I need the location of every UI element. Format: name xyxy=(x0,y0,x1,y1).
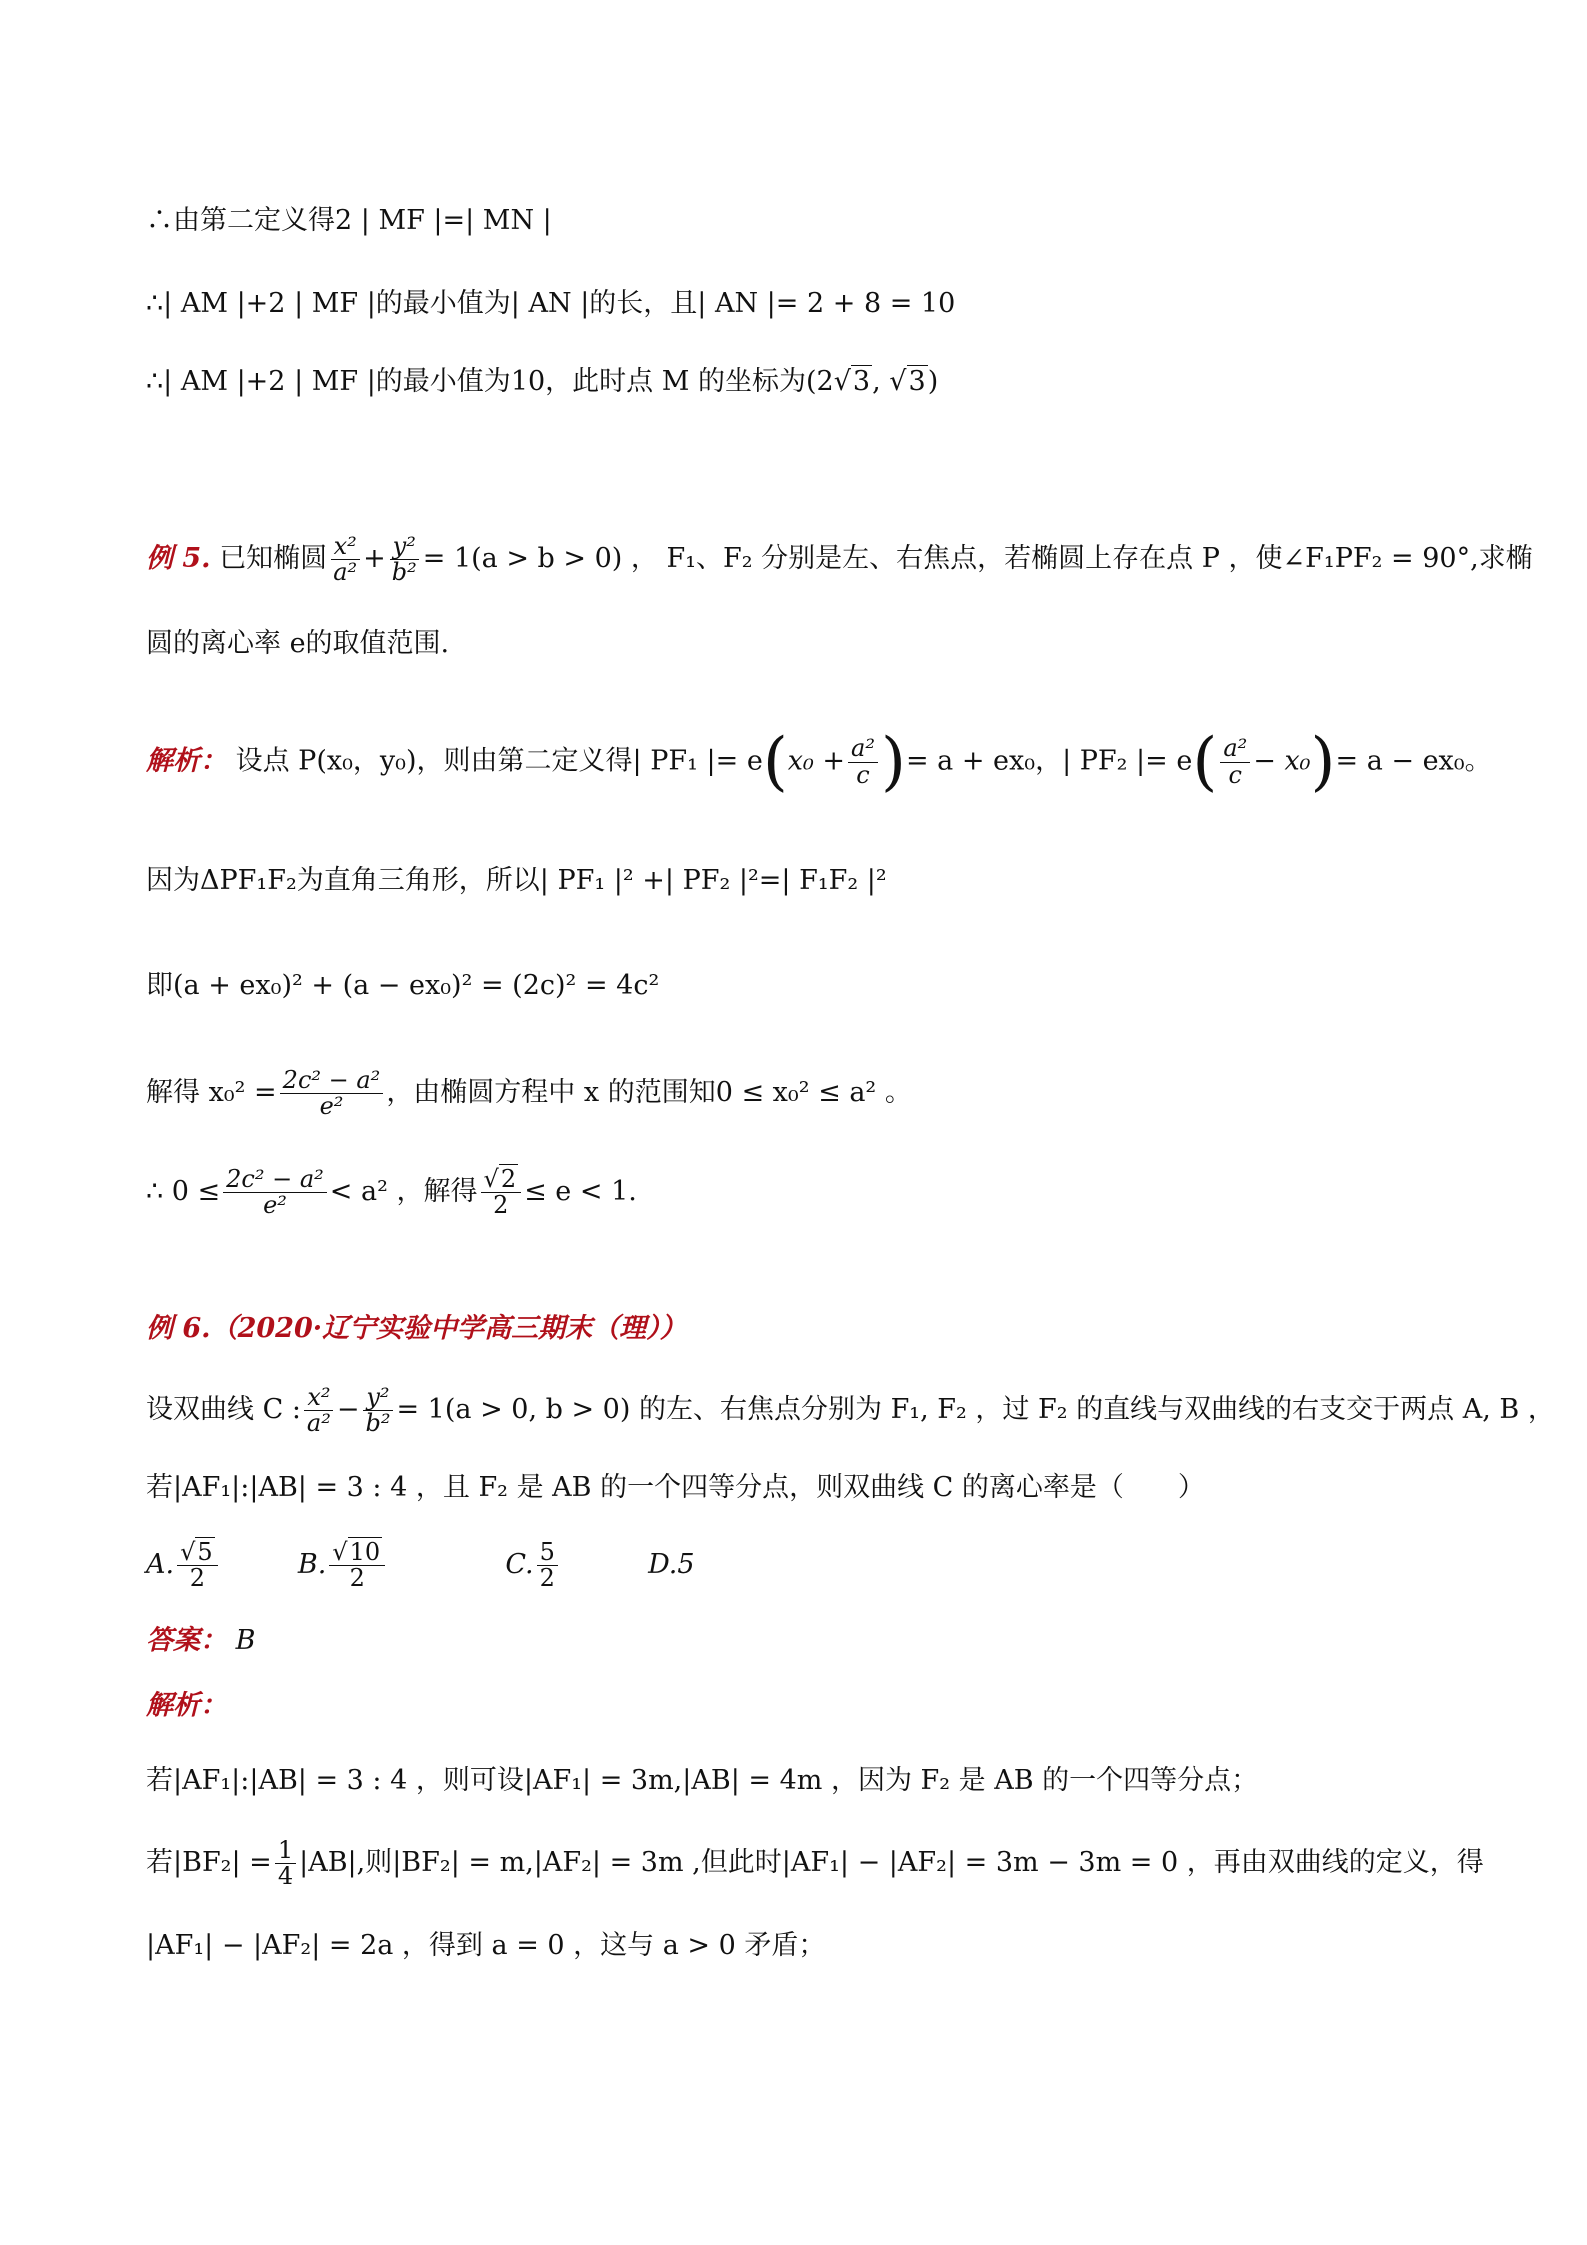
fraction: $\frac{\text{2c² − a²}}{\text{e²}}$ xyxy=(280,1068,384,1119)
example-label: 例 6.（2020·辽宁实验中学高三期末（理）） xyxy=(146,1313,687,1344)
text-line xyxy=(146,1167,637,1218)
text-line: 因为ΔPF₁F₂为直角三角形，所以| PF₁ |² +| PF₂ |²=| F₁F₂ |² xyxy=(146,865,887,896)
solution-label: 解析： xyxy=(146,1690,227,1721)
option-d: D.5 xyxy=(648,1549,695,1581)
text-span: < a² ，解得 xyxy=(329,1176,478,1208)
text-span: − xyxy=(336,1394,360,1426)
fraction: $\frac{5}{2}$ xyxy=(537,1540,558,1591)
text-span: = 1(a > b > 0) ， F₁、F₂ 分别是左、右焦点，若椭圆上存在点 P ，使∠F₁PF₂ = 90°,求椭 xyxy=(422,543,1533,575)
fraction: $\frac{\text{x²}}{\text{a²}}$ xyxy=(330,534,360,585)
options-line xyxy=(146,1540,695,1591)
text-line: ∴由第二定义得2 | MF |=| MN | xyxy=(146,205,552,236)
fraction: $\frac{\text{a²}}{c}$ xyxy=(848,736,878,787)
fraction: $\frac{\text{a²}}{c}$ xyxy=(1220,736,1250,787)
text-span: , xyxy=(872,366,890,397)
text-line xyxy=(146,1385,1555,1436)
text-span: = 1(a > 0, b > 0) 的左、右焦点分别为 F₁, F₂ ，过 F₂ 的直线与双曲线的右支交于两点 A, B ， xyxy=(396,1394,1555,1426)
text-span: − x₀ xyxy=(1253,745,1311,777)
paren: ( xyxy=(762,725,788,799)
text-span: 设双曲线 C : xyxy=(146,1394,301,1426)
sqrt: √3 xyxy=(889,366,926,397)
sqrt: √3 xyxy=(833,366,871,397)
text-span: 若|BF₂| = xyxy=(146,1847,272,1879)
option-a: A. xyxy=(146,1549,175,1581)
text-span: ，此时点 M 的坐标为(2 xyxy=(545,366,834,397)
solution-line xyxy=(146,725,1492,799)
example-5-line xyxy=(146,534,1533,585)
answer-value: B xyxy=(235,1625,256,1656)
text-line: 即(a + ex₀)² + (a − ex₀)² = (2c)² = 4c² xyxy=(146,970,660,1001)
fraction: $\frac{\text{y²}}{\text{b²}}$ xyxy=(389,534,420,585)
text-span: ≤ e < 1. xyxy=(524,1176,637,1208)
text-span: 设点 P(x₀，y₀)，则由第二定义得| PF₁ |= e xyxy=(235,745,763,777)
fraction: $\frac{\text{y²}}{\text{b²}}$ xyxy=(362,1385,393,1436)
fraction: $\frac{\text{2c² − a²}}{\text{e²}}$ xyxy=(223,1167,327,1218)
paren: ) xyxy=(1310,725,1336,799)
text-span: x₀ + xyxy=(787,745,846,777)
text-line: 若|AF₁|:|AB| = 3 : 4 ，则可设|AF₁| = 3m,|AB| = 4m ，因为 F₂ 是 AB 的一个四等分点； xyxy=(146,1765,1259,1796)
paren: ) xyxy=(880,725,906,799)
text-span: ∴| AM |+2 | MF |的最小值为 xyxy=(146,366,511,397)
text-line: 若|AF₁|:|AB| = 3 : 4 ，且 F₂ 是 AB 的一个四等分点，则双曲线 C 的离心率是（ ） xyxy=(146,1472,1205,1503)
text-line xyxy=(146,366,938,398)
example-label: 例 5. xyxy=(146,543,211,575)
text-line xyxy=(146,1068,912,1119)
text-span: ) xyxy=(927,366,939,397)
text-span: ∴ 0 ≤ xyxy=(146,1176,221,1208)
paren: ( xyxy=(1192,725,1218,799)
text-span: 已知椭圆 xyxy=(219,543,328,575)
fraction: $\frac{\text{x²}}{\text{a²}}$ xyxy=(304,1385,334,1436)
answer-line xyxy=(146,1625,255,1657)
text-line: |AF₁| − |AF₂| = 2a ，得到 a = 0 ，这与 a > 0 矛盾； xyxy=(146,1930,826,1961)
solution-label: 解析： xyxy=(146,745,227,777)
text-span: ，由椭圆方程中 x 的范围知0 ≤ x₀² ≤ a² 。 xyxy=(386,1077,912,1109)
text-span: + xyxy=(363,543,386,575)
text-span: 10 xyxy=(510,366,546,397)
text-span: |AB|,则|BF₂| = m,|AF₂| = 3m ,但此时|AF₁| − |AF₂| = 3m − 3m = 0 ，再由双曲线的定义，得 xyxy=(299,1847,1484,1879)
text-line xyxy=(146,1838,1484,1889)
fraction: $\frac{√2}{2}$ xyxy=(481,1167,522,1218)
option-b: B. xyxy=(297,1549,327,1581)
text-span: = a − ex₀。 xyxy=(1335,745,1492,777)
answer-label: 答案： xyxy=(146,1625,227,1656)
fraction: $\frac{√5}{2}$ xyxy=(177,1540,218,1591)
text-span: 解得 x₀² = xyxy=(146,1077,277,1109)
text-span: = a + ex₀，| PF₂ |= e xyxy=(905,745,1193,777)
text-line: 圆的离心率 e的取值范围. xyxy=(146,628,450,659)
fraction: $\frac{√10}{2}$ xyxy=(329,1540,385,1591)
option-c: C. xyxy=(505,1549,534,1581)
fraction: $\frac{1}{4}$ xyxy=(275,1838,296,1889)
text-line: ∴| AM |+2 | MF |的最小值为| AN |的长，且| AN |= 2 + 8 = 10 xyxy=(146,288,956,319)
